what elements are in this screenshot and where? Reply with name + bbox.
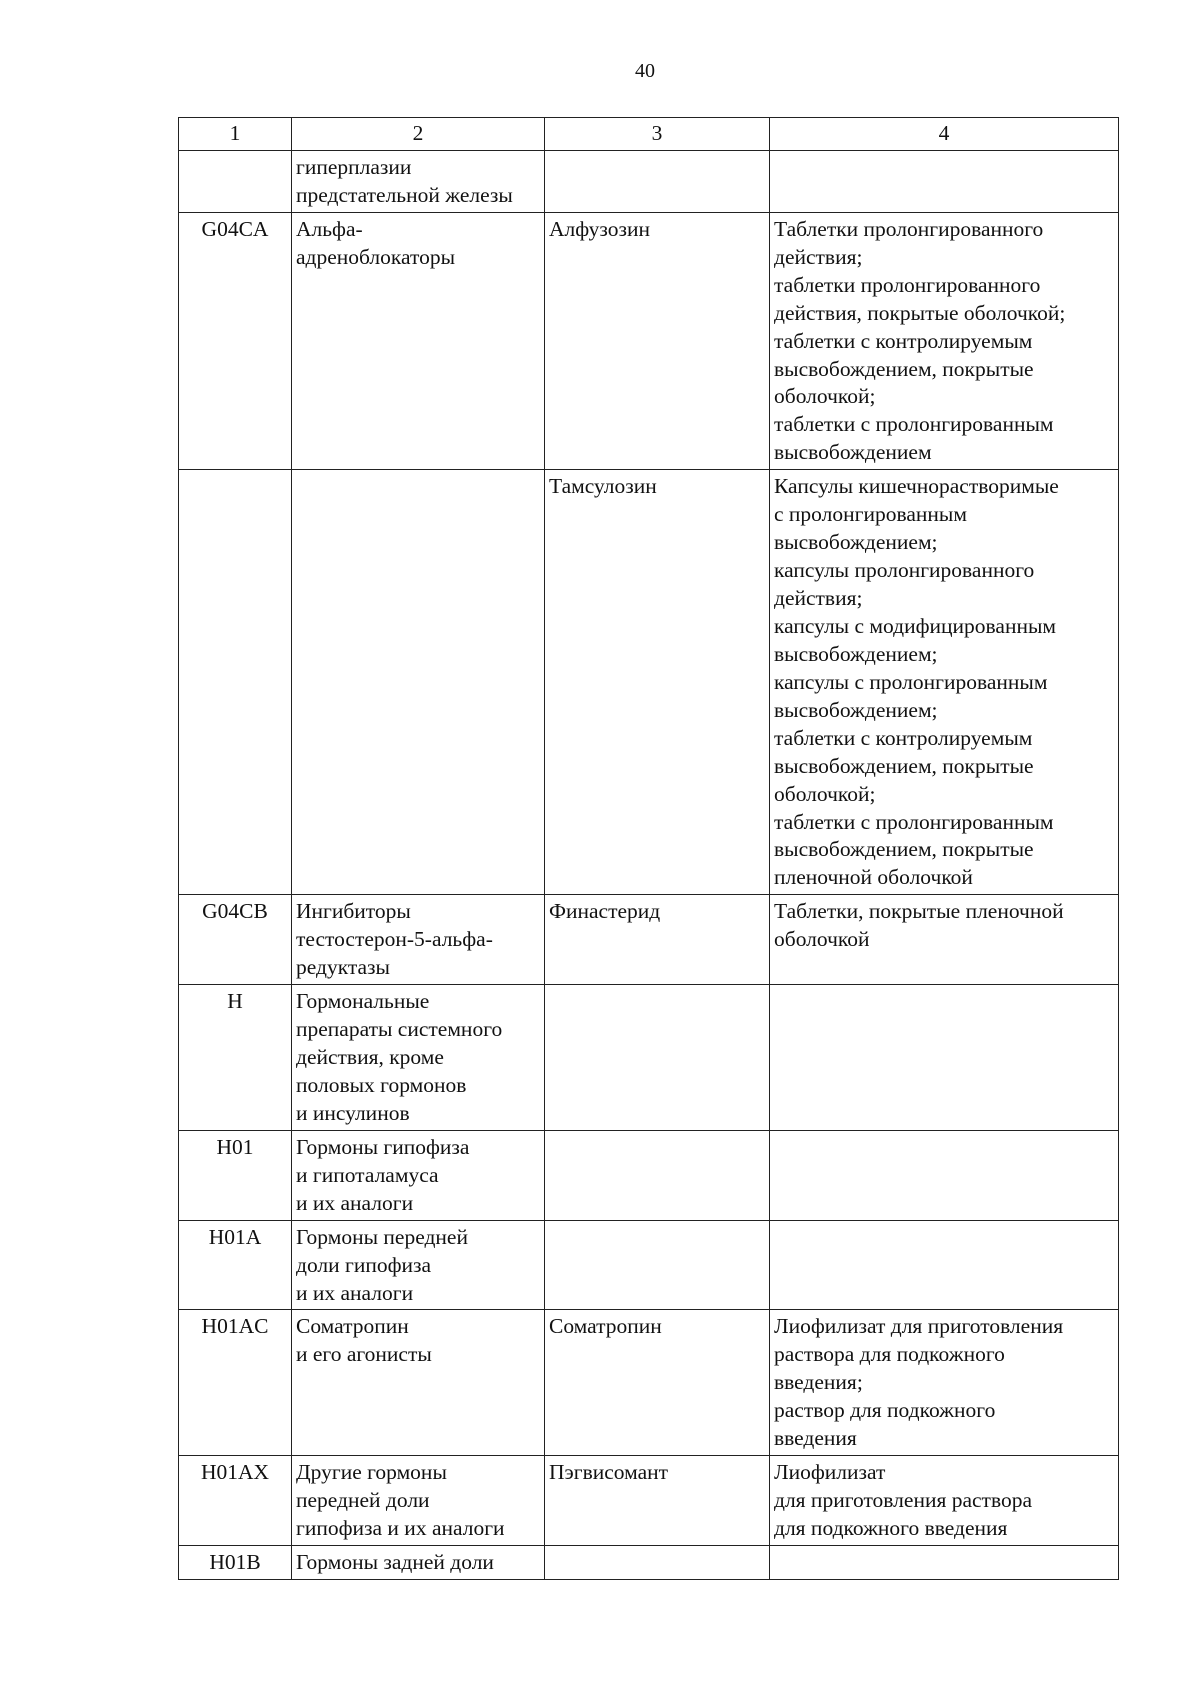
table-row — [179, 1545, 1119, 1579]
table-row — [179, 150, 1119, 212]
table-row — [179, 895, 1119, 985]
group-cell: Гормоны задней доли — [292, 1545, 545, 1579]
table-header-row — [179, 118, 1119, 151]
atc-code-cell: H01 — [179, 1130, 292, 1220]
dosage-form-cell — [770, 1130, 1119, 1220]
atc-code-cell: G04CB — [179, 895, 292, 985]
dosage-form-cell — [770, 1220, 1119, 1310]
dosage-form-cell: Таблетки, покрытые пленочной оболочкой — [770, 895, 1119, 985]
table-row — [179, 1310, 1119, 1456]
group-cell: Гормональные препараты системного действия, кроме половых гормонов и инсулинов — [292, 985, 545, 1131]
drug-cell: Соматропин — [545, 1310, 770, 1456]
dosage-form-cell: Капсулы кишечнорастворимые с пролонгированным высвобождением; капсулы пролонгированного действия; капсулы с модифицированным высвобождением; капсулы с пролонгированным высвобождением; таблетки с контролируемым высвобождением, покрытые оболочкой; таблетки с пролонгированным высвобождением, покрытые пленочной оболочкой — [770, 470, 1119, 895]
drug-cell: Тамсулозин — [545, 470, 770, 895]
dosage-form-cell: Лиофилизат для приготовления раствора для подкожного введения; раствор для подкожного введения — [770, 1310, 1119, 1456]
header-cell-3: 3 — [545, 118, 770, 151]
drug-table — [178, 117, 1119, 1580]
group-cell: Альфа- адреноблокаторы — [292, 212, 545, 469]
group-cell: Ингибиторы тестостерон-5-альфа- редуктазы — [292, 895, 545, 985]
group-cell: Другие гормоны передней доли гипофиза и их аналоги — [292, 1456, 545, 1546]
group-cell — [292, 470, 545, 895]
drug-cell — [545, 1130, 770, 1220]
header-cell-2: 2 — [292, 118, 545, 151]
table-row — [179, 1130, 1119, 1220]
drug-cell — [545, 1545, 770, 1579]
header-cell-1: 1 — [179, 118, 292, 151]
table-row — [179, 1456, 1119, 1546]
atc-code-cell: G04CA — [179, 212, 292, 469]
group-cell: Гормоны передней доли гипофиза и их аналоги — [292, 1220, 545, 1310]
dosage-form-cell — [770, 1545, 1119, 1579]
drug-cell — [545, 985, 770, 1131]
dosage-form-cell — [770, 150, 1119, 212]
atc-code-cell: H01AX — [179, 1456, 292, 1546]
atc-code-cell: H01B — [179, 1545, 292, 1579]
drug-cell — [545, 1220, 770, 1310]
drug-cell: Алфузозин — [545, 212, 770, 469]
group-cell: гиперплазии предстательной железы — [292, 150, 545, 212]
drug-cell: Пэгвисомант — [545, 1456, 770, 1546]
atc-code-cell: H01AC — [179, 1310, 292, 1456]
atc-code-cell: H — [179, 985, 292, 1131]
atc-code-cell: H01A — [179, 1220, 292, 1310]
header-cell-4: 4 — [770, 118, 1119, 151]
atc-code-cell — [179, 150, 292, 212]
table-row — [179, 212, 1119, 469]
drug-cell: Финастерид — [545, 895, 770, 985]
atc-code-cell — [179, 470, 292, 895]
page-number: 40 — [635, 60, 655, 82]
dosage-form-cell: Лиофилизат для приготовления раствора для подкожного введения — [770, 1456, 1119, 1546]
group-cell: Гормоны гипофиза и гипоталамуса и их аналоги — [292, 1130, 545, 1220]
table-row — [179, 470, 1119, 895]
table-row — [179, 985, 1119, 1131]
dosage-form-cell: Таблетки пролонгированного действия; таблетки пролонгированного действия, покрытые оболочкой; таблетки с контролируемым высвобождением, покрытые оболочкой; таблетки с пролонгированным высвобождением — [770, 212, 1119, 469]
dosage-form-cell — [770, 985, 1119, 1131]
table-row — [179, 1220, 1119, 1310]
group-cell: Соматропин и его агонисты — [292, 1310, 545, 1456]
drug-cell — [545, 150, 770, 212]
